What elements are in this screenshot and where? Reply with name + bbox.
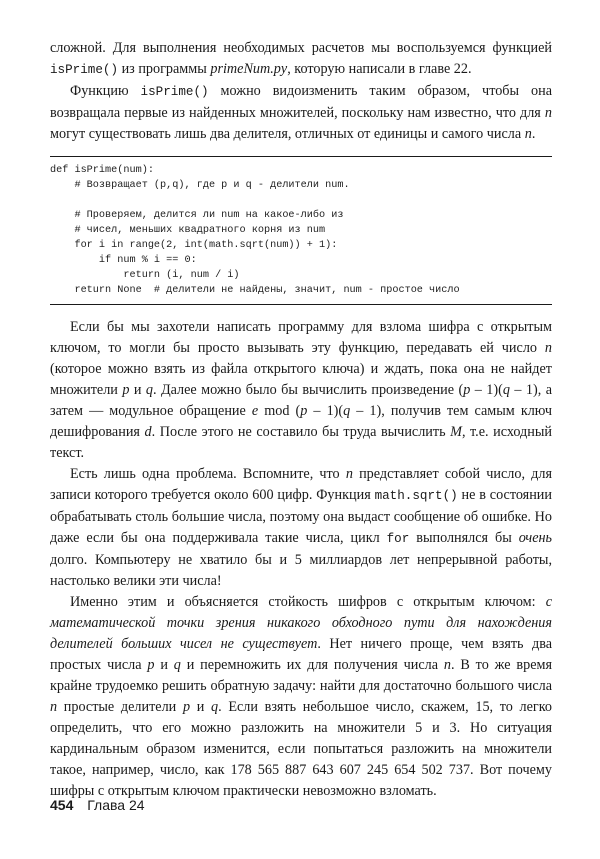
italic-text: p	[182, 699, 191, 715]
italic-text: n	[544, 105, 552, 121]
text-run: простые делители	[57, 699, 183, 715]
text-run: представляет собой число, для записи которого требуется около 600 цифр. Функция	[50, 466, 552, 503]
page-footer	[50, 797, 145, 813]
paragraph	[50, 38, 552, 81]
italic-text: q	[211, 699, 219, 715]
code-listing	[50, 156, 552, 305]
italic-text: n	[345, 466, 353, 482]
text-run: и	[190, 699, 211, 715]
text-run: . Если взять небольшое число, скажем, 15, то легко определить, что его можно разложить на множители 5 и 3. Но ситуация кардинальным образом изменится, если попытаться разложить на множители такое, например, число, как 178 565 887 643 607 245 654 502 737. Вот почему шифры с открытым ключом практически невозможно взломать.	[50, 699, 553, 799]
italic-text: n	[443, 657, 451, 673]
text-run: не в состоянии обрабатывать столь большие числа, поэтому она выдаст сообщение об ошибке. Но даже если бы она поддерживала такие числа, цикл	[50, 487, 552, 546]
code-line: def isPrime(num):	[50, 165, 154, 176]
code-inline: isPrime()	[140, 85, 209, 99]
code-inline: isPrime()	[50, 63, 119, 77]
text-run: mod (	[258, 403, 301, 419]
italic-text: e	[251, 403, 259, 419]
text-run: – 1)(	[307, 403, 344, 419]
text-run: Именно этим и объясняется стойкость шифров с открытым ключом:	[70, 594, 546, 610]
body-text	[50, 317, 552, 802]
text-run: (которое можно взять из файла открытого ключа) и ждать, пока она не найдет множители	[50, 361, 552, 398]
text-run: выполнялся бы	[409, 530, 519, 546]
text-run: Если бы мы захотели написать программу для взлома шифра с открытым ключом, то могли бы просто вызывать эту функцию, передавать ей число	[50, 319, 552, 356]
italic-text: q	[145, 382, 153, 398]
italic-text: p	[122, 382, 130, 398]
italic-text: p	[147, 657, 155, 673]
italic-text: p	[463, 382, 471, 398]
text-run: , которую написали в главе 22.	[287, 61, 472, 77]
italic-text: q	[502, 382, 510, 398]
italic-text: с математической точки зрения никакого обходного пути для нахождения делителей больших чисел не существует	[50, 594, 552, 652]
code-line: # Проверяем, делится ли num на какое-либо из	[50, 210, 344, 221]
text-run: можно видоизменить таким образом, чтобы она возвращала первые из найденных множителей, поскольку нам известно, что для	[50, 83, 552, 121]
text-run: Есть лишь одна проблема. Вспомните, что	[70, 466, 346, 482]
code-line: if num % i == 0:	[50, 255, 197, 266]
italic-text: d	[144, 424, 152, 440]
text-run: . После этого не составило бы труда вычислить	[151, 424, 451, 440]
paragraph	[50, 81, 552, 145]
code-inline: for	[386, 532, 410, 546]
text-run: и	[154, 657, 174, 673]
text-run: .	[531, 126, 536, 142]
italic-text: primeNum.py	[210, 61, 288, 77]
code-line: for i in range(2, int(math.sqrt(num)) + 1):	[50, 240, 338, 251]
italic-text: q	[343, 403, 351, 419]
paragraph	[50, 592, 552, 802]
text-run: – 1)(	[470, 382, 503, 398]
text-run: . Далее можно было бы вычислить произведение (	[152, 382, 464, 398]
code-line: # чисел, меньших квадратного корня из num	[50, 225, 326, 236]
text-run: из программы	[118, 61, 211, 77]
text-run: долго. Компьютеру не хватило бы и 5 миллиардов лет непрерывной работы, настолько велики эти числа!	[50, 552, 552, 589]
italic-text: p	[300, 403, 308, 419]
text-run: сложной. Для выполнения необходимых расчетов мы воспользуемся функцией	[50, 40, 552, 56]
code-line: return None # делители не найдены, значит, num - простое число	[50, 285, 460, 296]
text-run: . В то же время крайне трудоемко решить обратную задачу: найти для достаточно большого числа	[50, 657, 553, 694]
page-body	[50, 38, 552, 802]
page-number: 454	[50, 797, 74, 813]
italic-text: n	[544, 340, 552, 356]
text-run: Функцию	[70, 83, 141, 99]
code-inline: math.sqrt()	[374, 489, 458, 503]
text-run: , т.е. исходный текст.	[50, 424, 552, 461]
italic-text: очень	[518, 530, 552, 546]
intro-text	[50, 38, 552, 145]
code-line	[50, 193, 552, 208]
italic-text: n	[50, 699, 58, 715]
paragraph	[50, 317, 552, 464]
text-run: – 1), а затем — модульное обращение	[50, 382, 552, 419]
italic-text: q	[173, 657, 181, 673]
text-run: могут существовать лишь два делителя, отличных от единицы и самого числа	[50, 126, 525, 142]
text-run: и	[129, 382, 146, 398]
chapter-label: Глава 24	[87, 797, 145, 813]
text-run: . Нет ничего проще, чем взять два простых числа	[50, 636, 552, 673]
italic-text: n	[524, 126, 532, 142]
text-run: и перемножить их для получения числа	[180, 657, 444, 673]
paragraph	[50, 464, 552, 592]
italic-text: M	[450, 424, 462, 440]
text-run: – 1), получив тем самым ключ дешифрования	[50, 403, 552, 440]
code-line: # Возвращает (p,q), где p и q - делители num.	[50, 180, 350, 191]
code-line: return (i, num / i)	[50, 270, 240, 281]
